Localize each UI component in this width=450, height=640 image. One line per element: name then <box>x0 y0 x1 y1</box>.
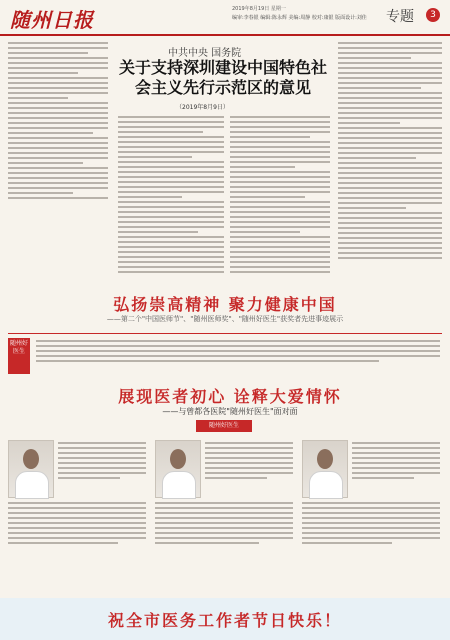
doctor-photo <box>8 440 54 498</box>
footer-greeting: 祝全市医务工作者节日快乐！ <box>107 611 342 630</box>
section-label: 专题 <box>386 9 414 25</box>
staff-line: 编审:李春银 编辑:陈永辉 美编:周静 校对:康银 版面设计:刘佳 <box>232 15 367 21</box>
masthead <box>0 0 450 36</box>
page-number: 3 <box>426 8 440 22</box>
text-column-left <box>8 42 108 202</box>
doctor-photo <box>302 440 348 498</box>
feature-subheadline: ——与曾都各医院"随州好医生"面对面 <box>162 407 298 416</box>
article-title: 关于支持深圳建设中国特色社会主义先行示范区的意见 <box>118 58 327 97</box>
banner-headline: 弘扬崇高精神 聚力健康中国 <box>113 295 337 314</box>
intro-text <box>36 340 440 365</box>
doctor-profile-3 <box>302 440 442 588</box>
article-kicker: 中共中央 国务院 <box>168 48 242 59</box>
text-column-right <box>338 42 442 262</box>
doctor-profile-1 <box>8 440 148 588</box>
section-divider <box>8 333 442 334</box>
banner-subheadline: ——第二个"中国医师节"、"随州医师奖"、"随州好医生"获奖者先进事迹展示 <box>106 315 344 323</box>
article-date: （2019年8月9日） <box>176 104 229 111</box>
feature-tag: 随州好医生 <box>196 420 252 432</box>
column-stamp: 随州好医生 <box>8 338 30 374</box>
text-column-center-left <box>118 116 224 276</box>
doctor-photo <box>155 440 201 498</box>
newspaper-logo: 随州日报 <box>10 8 94 32</box>
date-line: 2019年8月19日 星期一 <box>232 6 286 12</box>
text-column-center-right <box>230 116 330 276</box>
feature-headline: 展现医者初心 诠释大爱情怀 <box>118 387 342 406</box>
doctor-profile-2 <box>155 440 295 588</box>
